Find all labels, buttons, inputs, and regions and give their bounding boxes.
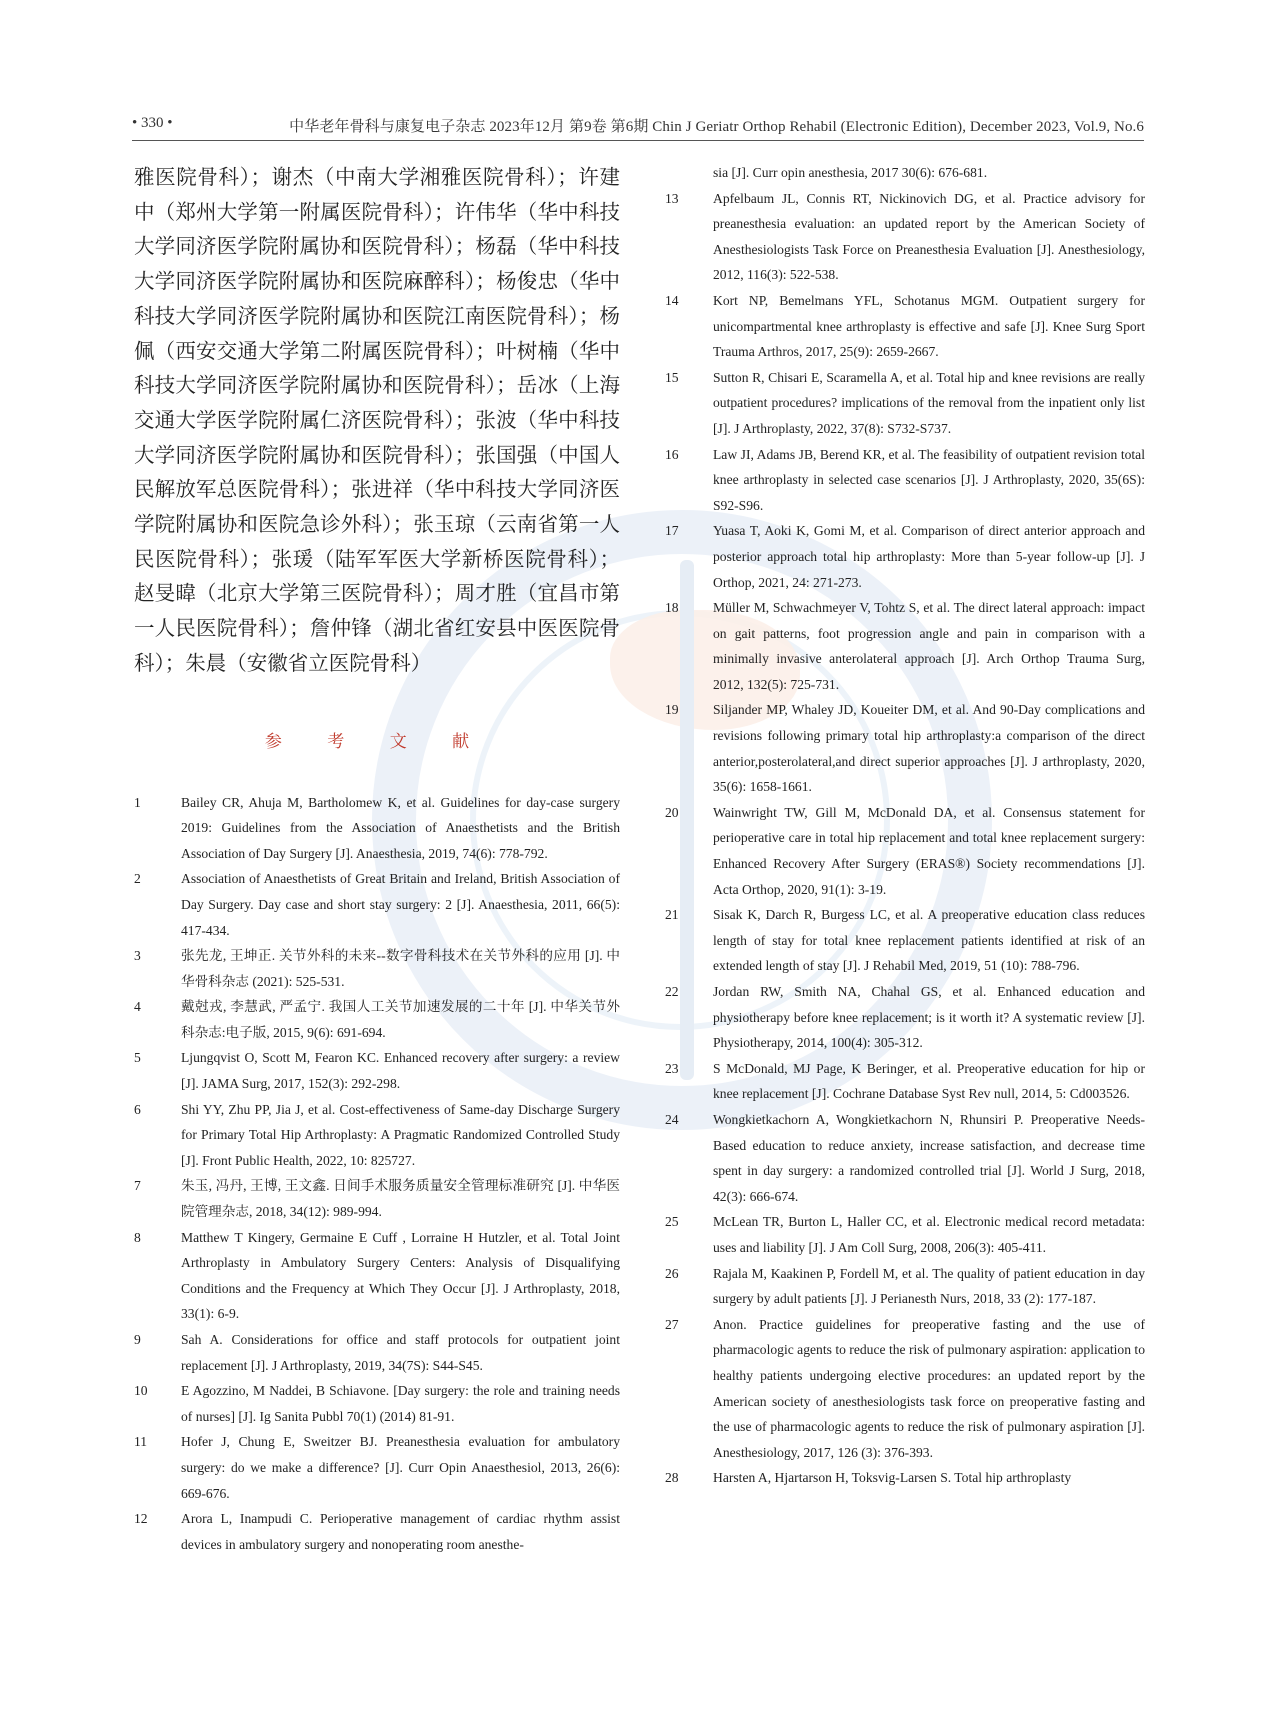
reference-item [134, 866, 620, 943]
reference-item [134, 1506, 620, 1557]
right-column [665, 160, 1145, 1491]
reference-item [134, 1225, 620, 1327]
reference-item [665, 1209, 1145, 1260]
reference-item [665, 595, 1145, 697]
reference-text: E Agozzino, M Naddei, B Schiavone. [Day surgery: the role and training needs of nurses] [J]. Ig Sanita Pubbl 70(1) (2014) 81-91. [181, 1383, 620, 1424]
reference-number: 6 [134, 1101, 141, 1117]
reference-text: sia [J]. Curr opin anesthesia, 2017 30(6): 676-681. [713, 165, 988, 180]
reference-number: 18 [665, 600, 679, 616]
reference-number: 27 [665, 1316, 679, 1332]
reference-text: Jordan RW, Smith NA, Chahal GS, et al. Enhanced education and physiotherapy before knee replacement; is it worth it? A systematic review [J]. Physiotherapy, 2014, 100(4): 305-312. [713, 984, 1145, 1051]
reference-text: 张先龙, 王坤正. 关节外科的未来--数字骨科技术在关节外科的应用 [J]. 中华骨科杂志 (2021): 525-531. [181, 948, 620, 989]
reference-text: Sisak K, Darch R, Burgess LC, et al. A preoperative education class reduces length of stay for total knee replacement patients identified at risk of an extended length of stay [J]. J Rehabil Med, 2019, 51 (10): 788-796. [713, 907, 1145, 974]
reference-number: 2 [134, 871, 141, 887]
reference-item [134, 1327, 620, 1378]
reference-text: McLean TR, Burton L, Haller CC, et al. Electronic medical record metadata: uses and liability [J]. J Am Coll Surg, 2008, 206(3): 405-411. [713, 1214, 1145, 1255]
reference-text: Siljander MP, Whaley JD, Koueiter DM, et al. And 90-Day complications and revisions following primary total hip arthroplasty:a comparison of the direct anterior,posterolateral,and direct superior approaches [J]. J arthroplasty, 2020, 35(6): 1658-1661. [713, 702, 1145, 795]
reference-text: Harsten A, Hjartarson H, Toksvig-Larsen S. Total hip arthroplasty [713, 1470, 1072, 1486]
reference-number: 20 [665, 804, 679, 820]
reference-item [665, 1312, 1145, 1466]
reference-number: 11 [134, 1434, 148, 1450]
reference-number: 26 [665, 1265, 679, 1281]
reference-number: 16 [665, 446, 679, 462]
left-column [134, 160, 620, 1557]
reference-number: 25 [665, 1214, 679, 1230]
reference-number: 12 [134, 1511, 148, 1527]
reference-number: 10 [134, 1383, 148, 1399]
reference-item [134, 1173, 620, 1224]
reference-item [665, 979, 1145, 1056]
reference-number: 13 [665, 190, 679, 206]
reference-text: Rajala M, Kaakinen P, Fordell M, et al. The quality of patient education in day surgery by adult patients [J]. J Perianesth Nurs, 2018, 33 (2): 177-187. [713, 1265, 1145, 1307]
reference-item [665, 697, 1145, 799]
reference-number: 15 [665, 369, 679, 385]
reference-number: 8 [134, 1229, 141, 1245]
reference-number: 1 [134, 794, 141, 810]
reference-number: 22 [665, 984, 679, 999]
reference-item [665, 442, 1145, 519]
reference-number: 3 [134, 948, 141, 964]
reference-text: Hofer J, Chung E, Sweitzer BJ. Preanesthesia evaluation for ambulatory surgery: do we make a difference? [J]. Curr Opin Anaesthesiol, 2013, 26(6): 669-676. [181, 1434, 620, 1501]
reference-item [665, 1261, 1145, 1312]
references-heading: 参 考 文 献 [264, 731, 490, 752]
reference-text: Apfelbaum JL, Connis RT, Nickinovich DG, et al. Practice advisory for preanesthesia evaluation: an updated report by the American Society of Anesthesiologists Task Force on Preanesthesia Evaluation [J]. Anesthesiology, 2012, 116(3): 522-538. [713, 190, 1145, 283]
references-list-right [665, 186, 1145, 1491]
reference-number: 7 [134, 1178, 141, 1194]
reference-text: Kort NP, Bemelmans YFL, Schotanus MGM. Outpatient surgery for unicompartmental knee arthroplasty is effective and safe [J]. Knee Surg Sport Trauma Arthros, 2017, 25(9): 2659-2667. [713, 292, 1145, 360]
body-paragraph: 雅医院骨科）；谢杰（中南大学湘雅医院骨科）；许建中（郑州大学第一附属医院骨科）；许伟华（华中科技大学同济医学院附属协和医院骨科）；杨磊（华中科技大学同济医学院附属协和医院麻醉科）；杨俊忠（华中科技大学同济医学院附属协和医院江南医院骨科）；杨佩（西安交通大学第二附属医院骨科）；叶树楠（华中科技大学同济医学院附属协和医院骨科）；岳冰（上海交通大学医学院附属仁济医院骨科）；张波（华中科技大学同济医学院附属协和医院骨科）；张国强（中国人民解放军总医院骨科）；张进祥（华中科技大学同济医学院附属协和医院急诊外科）；张玉琼（云南省第一人民医院骨科）；张瑗（陆军军医大学新桥医院骨科）；赵旻暐（北京大学第三医院骨科）；周才胜（宜昌市第一人民医院骨科）；詹仲锋（湖北省红安县中医医院骨科）；朱晨（安徽省立医院骨科） [134, 165, 620, 675]
reference-number: 4 [134, 999, 141, 1015]
reference-text: Wainwright TW, Gill M, McDonald DA, et al. Consensus statement for perioperative care in total hip replacement and total knee replacement surgery: Enhanced Recovery After Surgery (ERAS®) Society recommendations [J]. Acta Orthop, 2020, 91(1): 3-19. [713, 804, 1145, 897]
reference-text: Law JI, Adams JB, Berend KR, et al. The feasibility of outpatient revision total knee arthroplasty in selected case scenarios [J]. J Arthroplasty, 2020, 35(6S): S92-S96. [713, 446, 1145, 513]
reference-item [134, 1378, 620, 1429]
reference-item [665, 186, 1145, 288]
reference-text: Shi YY, Zhu PP, Jia J, et al. Cost-effectiveness of Same-day Discharge Surgery for Primary Total Hip Arthroplasty: A Pragmatic Randomized Controlled Study [J]. Front Public Health, 2022, 10: 825727. [181, 1101, 620, 1168]
reference-text: Wongkietkachorn A, Wongkietkachorn N, Rhunsiri P. Preoperative Needs-Based education to reduce anxiety, increase satisfaction, and decrease time spent in day surgery: a randomized controlled trial [J]. World J Surg, 2018, 42(3): 666-674. [713, 1111, 1145, 1204]
reference-text: S McDonald, MJ Page, K Beringer, et al. Preoperative education for hip or knee replacement [J]. Cochrane Database Syst Rev null, 2014, 5: Cd003526. [713, 1060, 1145, 1102]
reference-text: 戴尅戎, 李慧武, 严孟宁. 我国人工关节加速发展的二十年 [J]. 中华关节外科杂志:电子版, 2015, 9(6): 691-694. [181, 999, 620, 1040]
reference-item [134, 943, 620, 994]
reference-item [665, 518, 1145, 595]
reference-item [665, 1465, 1145, 1491]
reference-text: Sutton R, Chisari E, Scaramella A, et al. Total hip and knee revisions are really outpatient procedures? implications of the removal from the inpatient only list [J]. J Arthroplasty, 2022, 37(8): S732-S737. [713, 369, 1145, 436]
reference-item [665, 902, 1145, 979]
reference-text: Arora L, Inampudi C. Perioperative management of cardiac rhythm assist devices in ambulatory surgery and nonoperating room anesthe- [181, 1511, 620, 1552]
journal-citation: 中华老年骨科与康复电子杂志 2023年12月 第9卷 第6期 Chin J Geriatr Orthop Rehabil (Electronic Edition), December 2023, Vol.9, No.6 [289, 119, 1144, 135]
reference-number: 24 [665, 1111, 679, 1127]
reference-item [134, 1429, 620, 1506]
reference-number: 23 [665, 1060, 679, 1076]
reference-number: 17 [665, 523, 679, 539]
reference-number: 9 [134, 1332, 141, 1348]
reference-number: 5 [134, 1050, 141, 1066]
reference-number: 21 [665, 907, 679, 923]
reference-item [134, 1045, 620, 1096]
reference-text: Anon. Practice guidelines for preoperative fasting and the use of pharmacologic agents to reduce the risk of pulmonary aspiration: application to healthy patients undergoing elective procedures: an updated report by the American society of anesthesiologists task force on preoperative fasting and the use of pharmacologic agents to reduce the risk of pulmonary aspiration [J]. Anesthesiology, 2017, 126 (3): 376-393. [713, 1316, 1145, 1460]
reference-text: Association of Anaesthetists of Great Britain and Ireland, British Association of Day Surgery. Day case and short stay surgery: 2 [J]. Anaesthesia, 2011, 66(5): 417-434. [181, 871, 620, 938]
reference-text: Yuasa T, Aoki K, Gomi M, et al. Comparison of direct anterior approach and posterior approach total hip arthroplasty: More than 5-year follow-up [J]. J Orthop, 2021, 24: 271-273. [713, 523, 1145, 590]
reference-text: Bailey CR, Ahuja M, Bartholomew K, et al. Guidelines for day-case surgery 2019: Guidelines from the Association of Anaesthetists and the British Association of Day Surgery [J]. Anaesthesia, 2019, 74(6): 778-792. [181, 794, 620, 861]
reference-text: Matthew T Kingery, Germaine E Cuff , Lorraine H Hutzler, et al. Total Joint Arthroplasty in Ambulatory Surgery Centers: Analysis of Disqualifying Conditions and the Frequency at Which They Occur [J]. J Arthroplasty, 2018, 33(1): 6-9. [181, 1229, 620, 1322]
reference-item [665, 1056, 1145, 1107]
reference-number: 19 [665, 702, 679, 718]
reference-item [665, 365, 1145, 442]
reference-text: Ljungqvist O, Scott M, Fearon KC. Enhanced recovery after surgery: a review [J]. JAMA Surg, 2017, 152(3): 292-298. [181, 1050, 620, 1092]
references-list-left [134, 790, 620, 1558]
header-rule [132, 140, 1144, 141]
reference-text: Müller M, Schwachmeyer V, Tohtz S, et al. The direct lateral approach: impact on gait patterns, foot progression angle and pain in comparison with a minimally invasive anterolateral approach [J]. Arch Orthop Trauma Surg, 2012, 132(5): 725-731. [713, 600, 1145, 692]
reference-item [134, 1097, 620, 1174]
reference-item [134, 790, 620, 867]
reference-number: 28 [665, 1470, 679, 1486]
reference-item [665, 288, 1145, 365]
reference-item [665, 800, 1145, 902]
reference-text: 朱玉, 冯丹, 王博, 王文鑫. 日间手术服务质量安全管理标准研究 [J]. 中华医院管理杂志, 2018, 34(12): 989-994. [181, 1178, 620, 1220]
reference-number: 14 [665, 292, 679, 308]
reference-text: Sah A. Considerations for office and staff protocols for outpatient joint replacement [J]. J Arthroplasty, 2019, 34(7S): S44-S45. [181, 1332, 620, 1373]
reference-item [665, 1107, 1145, 1209]
reference-item [134, 994, 620, 1045]
reference-continuation [665, 160, 1145, 186]
page-number: • 330 • [132, 115, 173, 131]
running-header [132, 112, 1144, 138]
